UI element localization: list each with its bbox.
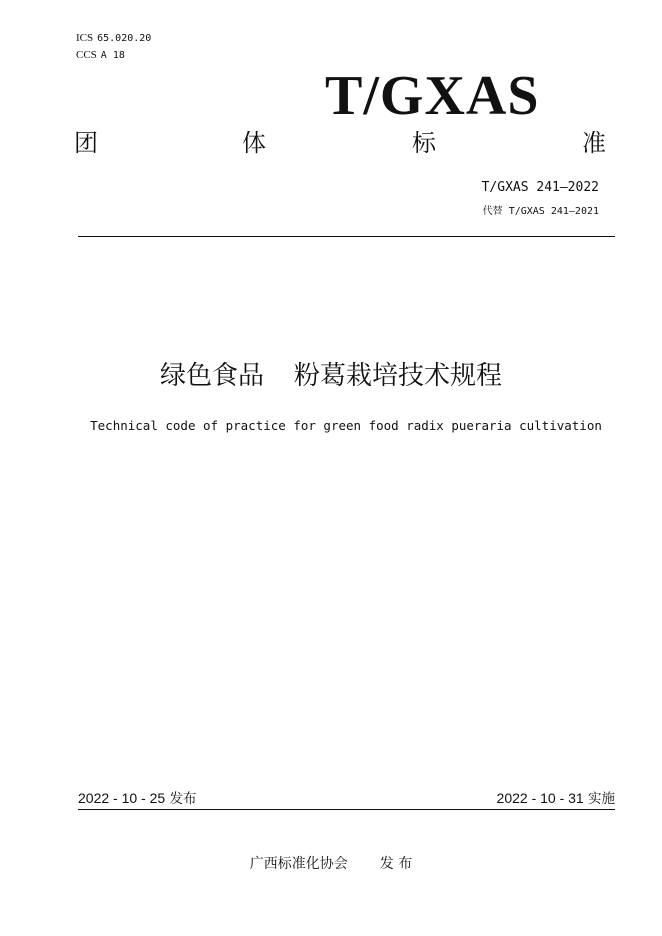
standard-logo: T/GXAS: [325, 65, 540, 127]
ics-label: ICS: [76, 32, 94, 44]
title-cn-part1: 绿色食品: [159, 361, 264, 391]
publisher-name: 广西标准化协会: [249, 856, 348, 872]
standard-type-char: 体: [242, 129, 266, 157]
title-cn-part2: 粉葛栽培技术规程: [294, 361, 503, 391]
document-title-cn: [0, 358, 662, 394]
ccs-label: CCS: [76, 49, 97, 61]
standard-number: T/GXAS 241—2022: [481, 180, 599, 195]
ccs-value: A 18: [100, 50, 125, 61]
ics-value: 65.020.20: [97, 33, 152, 44]
issue-date-value: 2022 - 10 - 25: [78, 790, 166, 806]
standard-type-char: 准: [582, 129, 606, 157]
standard-type-char: 标: [412, 129, 436, 157]
implement-date-label: 实施: [588, 791, 615, 807]
ics-classification: [76, 32, 151, 44]
implement-date-value: 2022 - 10 - 31: [496, 790, 584, 806]
issue-date: [78, 789, 196, 808]
ccs-classification: [76, 49, 125, 61]
header-divider: [78, 236, 615, 237]
document-title-en: Technical code of practice for green food radix pueraria cultivation: [90, 418, 602, 433]
implement-date: [497, 789, 615, 808]
footer-divider: [78, 809, 615, 810]
replaces-standard: 代替 T/GXAS 241—2021: [482, 206, 599, 217]
issue-date-label: 发布: [169, 791, 197, 807]
standard-type-char: 团: [74, 129, 98, 157]
publisher-action: 发 布: [379, 856, 413, 872]
publisher: [0, 853, 662, 873]
